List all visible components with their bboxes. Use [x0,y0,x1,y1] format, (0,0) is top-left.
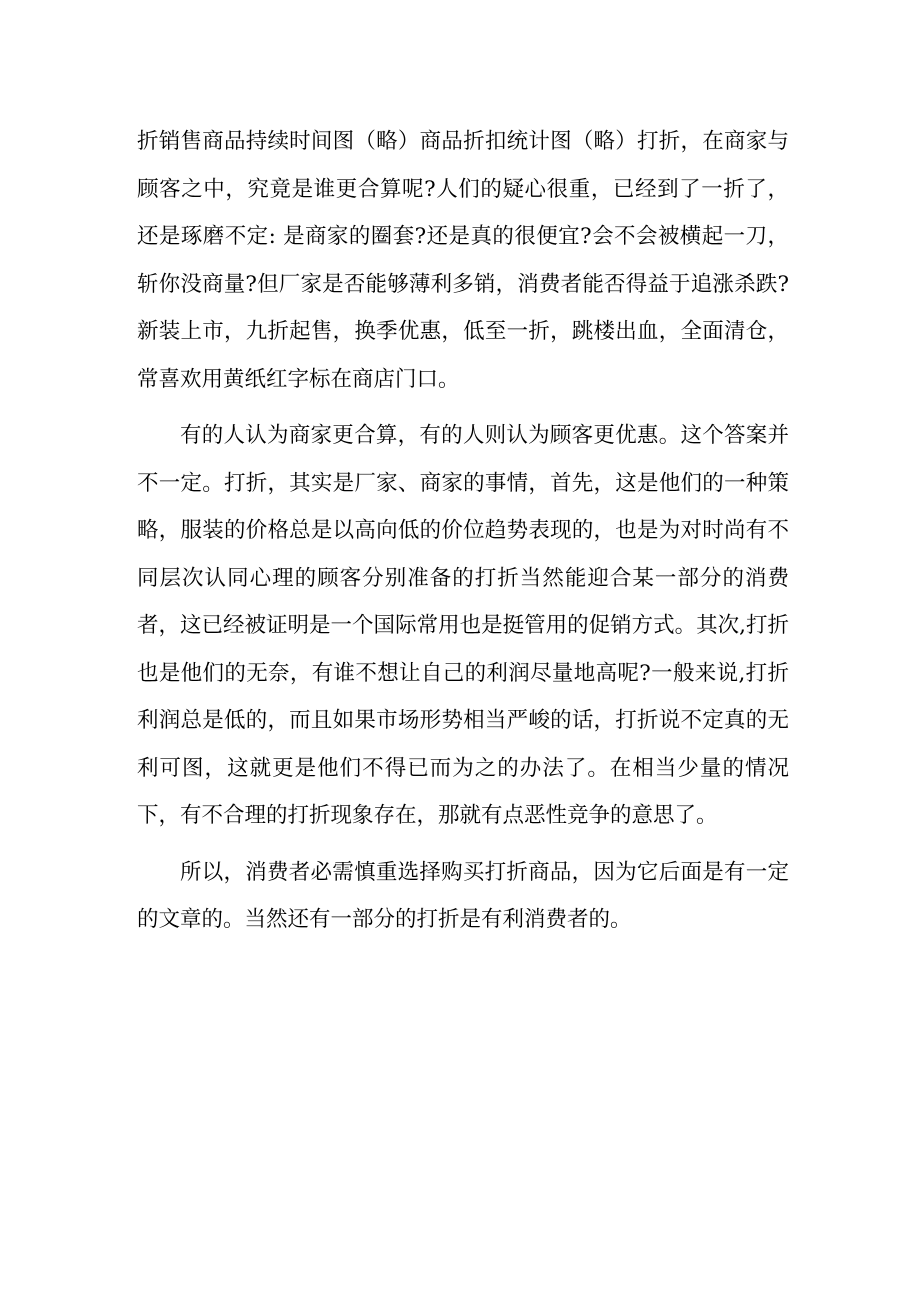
paragraph-2: 有的人认为商家更合算，有的人则认为顾客更优惠。这个答案并不一定。打折，其实是厂家、商家的事情，首先，这是他们的一种策略，服装的价格总是以高向低的价位趋势表现的，也是为对时尚有不同层次认同心理的顾客分别准备的打折当然能迎合某一部分的消费者，这已经被证明是一个国际常用也是挺管用的促销方式。其次,打折也是他们的无奈，有谁不想让自己的利润尽量地高呢?一般来说,打折利润总是低的，而且如果市场形势相当严峻的话，打折说不定真的无利可图，这就更是他们不得已而为之的办法了。在相当少量的情况下，有不合理的打折现象存在，那就有点恶性竞争的意思了。 [137,423,789,828]
paragraph-1: 折销售商品持续时间图（略）商品折扣统计图（略）打折，在商家与顾客之中，究竟是谁更合算呢?人们的疑心很重，已经到了一折了，还是琢磨不定: 是商家的圈套?还是真的很便宜?会不会被横起一刀，斩你没商量?但厂家是否能够薄利多销，消费者能否得益于追涨杀跌?新装上市，九折起售，换季优惠，低至一折，跳楼出血，全面清仓，常喜欢用黄纸红字标在商店门口。 [137,129,789,392]
document-body [137,118,789,953]
paragraph-3: 所以，消费者必需慎重选择购买打折商品，因为它后面是有一定的文章的。当然还有一部分的打折是有利消费者的。 [137,859,789,932]
